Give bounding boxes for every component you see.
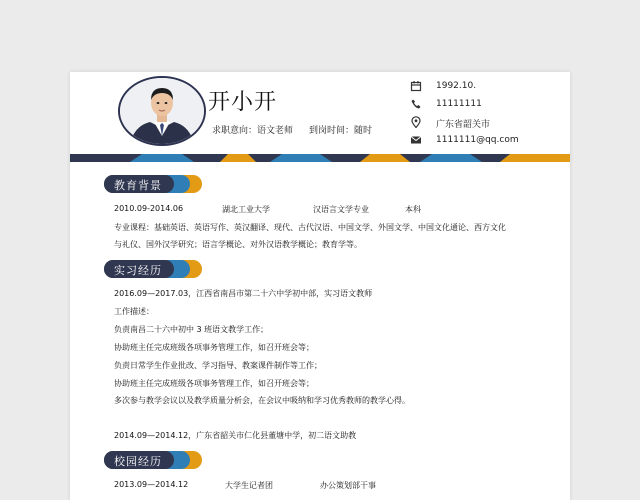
internship-line: 工作描述： <box>114 307 154 316</box>
education-school: 湖北工业大学 <box>222 205 270 214</box>
profile-photo-image <box>120 78 204 144</box>
education-degree: 本科 <box>405 205 421 214</box>
email-icon <box>410 134 422 146</box>
contact-location <box>410 116 560 132</box>
section-title: 实习经历 <box>114 264 162 277</box>
location-pin-icon <box>410 116 422 128</box>
internship-line: 协助班主任完成班级各项事务管理工作，如召开班会等； <box>114 343 314 352</box>
phone-icon <box>410 98 422 110</box>
arrival-time: 到岗时间：随时 <box>309 126 373 136</box>
section-education-header <box>104 175 204 193</box>
internship-line: 协助班主任完成班级各项事务管理工作，如召开班会等； <box>114 379 314 388</box>
profile-photo <box>118 76 206 146</box>
internship-line: 负责南昌二十六中初中 3 班语文教学工作； <box>114 325 269 334</box>
section-campus-header <box>104 451 204 469</box>
contact-phone <box>410 98 560 114</box>
education-major: 汉语言文学专业 <box>313 205 369 214</box>
resume-page <box>70 72 570 500</box>
education-courses-line-2: 与礼仪、国外汉学研究；语言学概论、对外汉语教学概论；教育学等。 <box>114 240 362 249</box>
section-title: 教育背景 <box>114 179 162 192</box>
campus-date: 2013.09—2014.12 <box>114 480 189 489</box>
phone-text: 11111111 <box>436 99 482 109</box>
candidate-name: 开小开 <box>208 90 278 115</box>
campus-position: 办公策划部干事 <box>320 481 376 490</box>
campus-organization: 大学生记者团 <box>225 481 273 490</box>
internship-second-entry: 2014.09—2014.12，广东省韶关市仁化县董塘中学，初二语文助教 <box>114 431 357 440</box>
decorative-header-stripe <box>70 154 570 162</box>
contact-email <box>410 134 560 150</box>
birthdate-text: 1992.10. <box>436 81 477 91</box>
location-text: 广东省韶关市 <box>436 120 491 130</box>
education-date: 2010.09-2014.06 <box>114 204 184 213</box>
section-internship-header <box>104 260 204 278</box>
contact-birthdate <box>410 80 560 96</box>
internship-line: 2016.09—2017.03，江西省南昌市第二十六中学初中部，实习语文教师 <box>114 289 373 298</box>
job-intent: 求职意向：语文老师 <box>212 126 294 136</box>
internship-line: 负责日常学生作业批改、学习指导、教案课件制作等工作； <box>114 361 322 370</box>
education-courses-line-1: 专业课程：基础英语、英语写作、英汉翻译、现代、古代汉语、中国文学、外国文学、中国文化通论、西方文化 <box>114 223 506 232</box>
calendar-icon <box>410 80 422 92</box>
internship-line: 多次参与教学会议以及教学质量分析会，在会议中吸纳和学习优秀教师的教学心得。 <box>114 396 410 405</box>
email-text: 1111111@qq.com <box>436 135 519 145</box>
section-title: 校园经历 <box>114 455 162 468</box>
